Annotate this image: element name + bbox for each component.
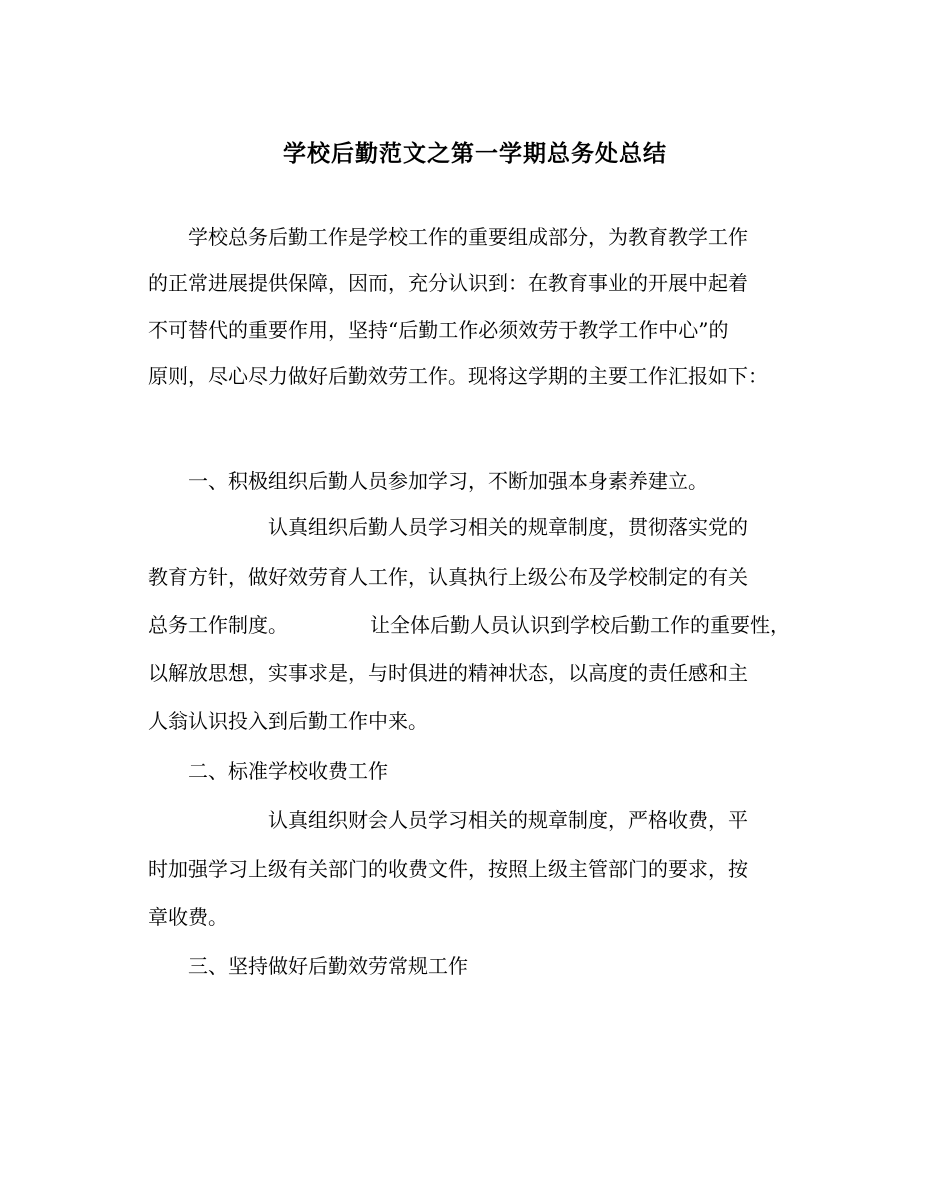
section-2-heading: 二、标准学校收费工作 (188, 759, 388, 783)
section-2-line-1: 认真组织财会人员学习相关的规章制度，严格收费，平 (268, 808, 748, 832)
section-1-heading: 一、积极组织后勤人员参加学习，不断加强本身素养建立。 (188, 469, 708, 493)
section-1-line-4: 以解放思想，实事求是，与时俱进的精神状态，以高度的责任感和主 (148, 661, 748, 685)
section-2-line-3: 章收费。 (148, 905, 228, 929)
document-title: 学校后勤范文之第一学期总务处总结 (283, 141, 667, 167)
section-2-line-2: 时加强学习上级有关部门的收费文件，按照上级主管部门的要求，按 (148, 857, 748, 881)
section-1-line-3b: 让全体后勤人员认识到学校后勤工作的重要性， (370, 613, 790, 637)
section-1-line-3a: 总务工作制度。 (148, 613, 288, 637)
intro-line-3: 不可替代的重要作用，坚持“后勤工作必须效劳于教学工作中心”的 (148, 318, 729, 342)
section-3-heading: 三、坚持做好后勤效劳常规工作 (188, 954, 468, 978)
intro-line-2: 的正常进展提供保障，因而，充分认识到：在教育事业的开展中起着 (148, 271, 748, 295)
section-1-line-5: 人翁认识投入到后勤工作中来。 (148, 709, 428, 733)
intro-line-1: 学校总务后勤工作是学校工作的重要组成部分，为教育教学工作 (188, 225, 748, 249)
intro-line-4: 原则，尽心尽力做好后勤效劳工作。现将这学期的主要工作汇报如下： (148, 364, 768, 388)
section-1-line-2: 教育方针，做好效劳育人工作，认真执行上级公布及学校制定的有关 (148, 565, 748, 589)
section-1-line-1: 认真组织后勤人员学习相关的规章制度，贯彻落实党的 (268, 515, 748, 539)
